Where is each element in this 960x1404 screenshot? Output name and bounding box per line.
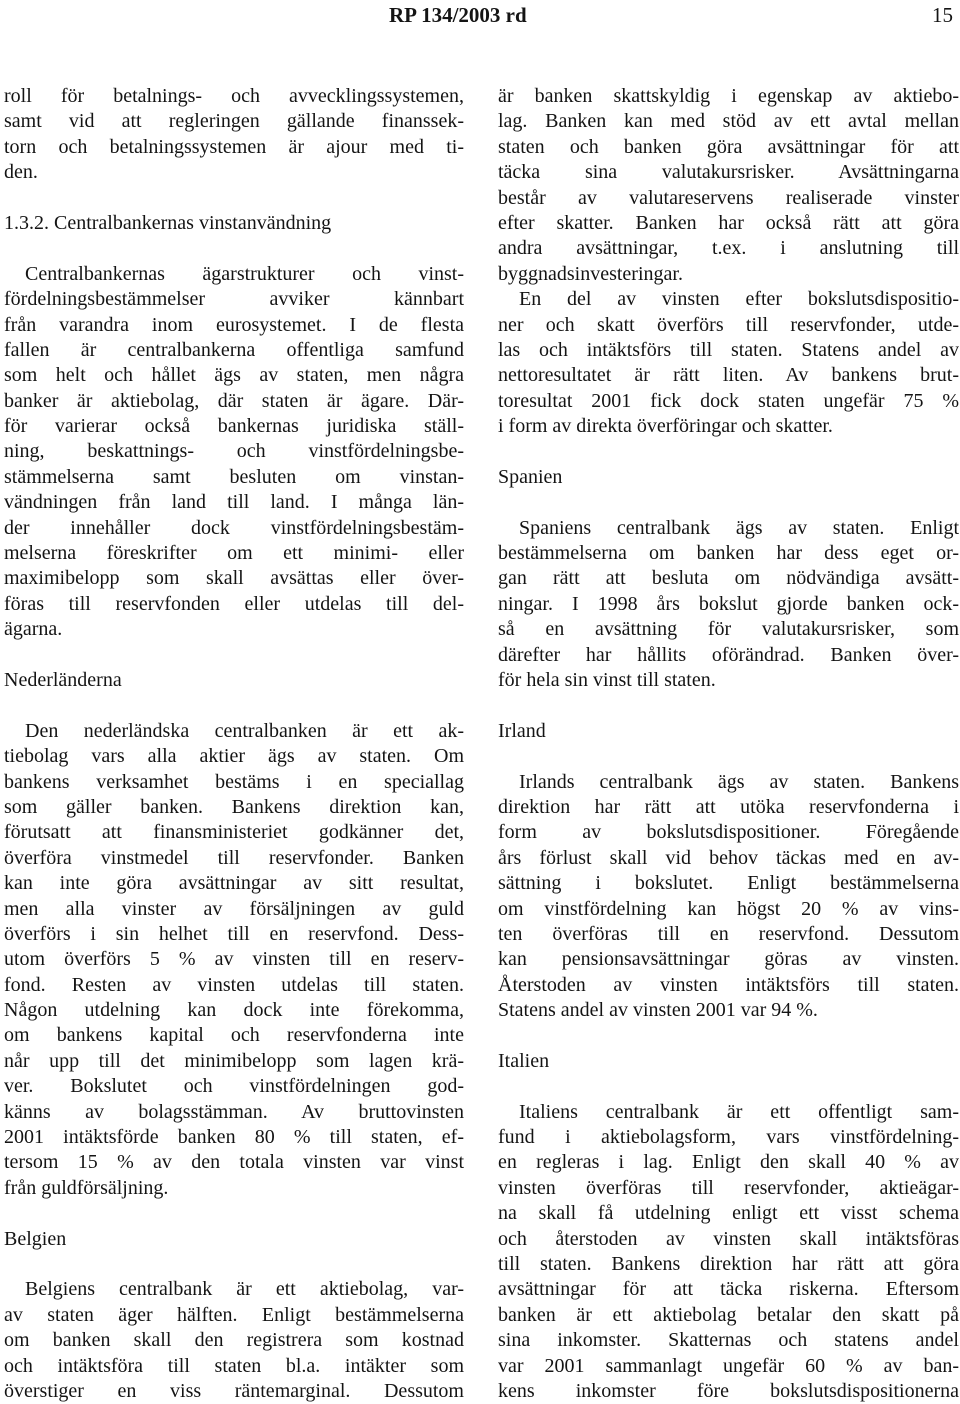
text-line: ägarna. [4,618,63,641]
text-line: maximibelopp som skall avsättas eller över- [4,567,464,590]
text-line: därefter har hållits oförändrad. Banken över- [498,643,959,666]
text-line: bestämmelserna om banken har dess eget or- [498,542,959,565]
paragraph-gap [498,693,959,718]
text-line: torn och betalningssystemen är ajour med ti- [4,135,464,158]
text-line: för varierar också bankernas juridiska ställ- [4,415,464,438]
text-line: Centralbankernas ägarstrukturer och vinst- [25,262,464,285]
text-line: melserna föreskrifter om ett minimi- eller [4,542,464,565]
section-heading: Italien [498,1049,550,1072]
text-line: ner och skatt överförs till reservfonder, utde- [498,313,959,336]
text-line: överföra vinstmedel till reservfonder. Banken [4,846,464,869]
text-line: Statens andel av vinsten 2001 var 94 %. [498,999,818,1022]
text-line: fördelningsbestämmelser avviker kännbart [4,288,464,311]
document-reference: RP 134/2003 rd [389,3,527,27]
text-line: från guldförsäljning. [4,1176,169,1199]
paragraph [498,1100,959,1404]
text-line: Belgiens centralbank är ett aktiebolag, var- [25,1278,464,1301]
text-line: från varandra inom eurosystemet. I de flesta [4,313,464,336]
text-line: en regleras i lag. Enligt den skall 40 % av [498,1151,959,1174]
paragraph-gap [498,439,959,464]
text-line: kan pensionsavsättningar göras av vinsten. [498,948,959,971]
paragraph-gap [4,1252,464,1277]
page-number: 15 [932,3,953,27]
text-line: består av valutareservens realiserade vinster [498,186,959,209]
text-line: är banken skattskyldig i egenskap av aktiebo- [498,85,959,107]
text-line: om banken skall den registrera som kostnad [4,1329,464,1352]
text-line: efter skatter. Banken har också rätt att göra [498,211,959,234]
text-line: täcka sina valutakursrisker. Avsättningarna [498,161,959,184]
text-line: var 2001 sammanlagt ungefär 60 % av ban- [498,1354,959,1377]
text-line: som helt och hållet ägs av staten, men några [4,364,464,387]
paragraph [498,84,959,287]
paragraph [498,287,959,439]
text-line: nettoresultatet är rätt liten. Av bankens brut- [498,364,959,387]
paragraph [4,84,464,186]
text-line: las och intäktsförs till staten. Statens andel av [498,338,959,361]
left-column [4,84,464,1404]
text-line: En del av vinsten efter bokslutsdispositio- [519,288,959,311]
paragraph-gap [498,1023,959,1048]
paragraph [4,262,464,643]
text-line: ning, beskattnings- och vinstfördelningsbe- [4,440,464,463]
text-line: Den nederländska centralbanken är ett ak- [25,719,464,742]
text-line: men alla vinster av försäljningen av guld [4,897,464,920]
text-line: andra avsättningar, t.ex. i anslutning till [498,237,959,260]
section-heading: 1.3.2. Centralbankernas vinstanvändning [4,211,332,234]
text-line: känns av bolagsstämman. Av bruttovinsten [4,1100,464,1123]
text-line: Irlands centralbank ägs av staten. Bankens [519,770,959,793]
text-line: och återstoden av vinsten skall intäktsföras [498,1227,959,1250]
paragraph [4,1277,464,1404]
paragraph-gap [4,1201,464,1226]
text-line: roll för betalnings- och avvecklingssystemen, [4,85,464,107]
text-line: fond. Resten av vinsten utdelas till staten. [4,973,464,996]
text-line: lag. Banken kan med stöd av ett avtal mellan [498,110,959,133]
text-line: om bankens kapital och reservfonderna inte [4,1024,464,1047]
text-line: utom överförs 5 % av vinsten till en reserv- [4,948,464,971]
text-line: byggnadsinvesteringar. [498,262,683,285]
paragraph [4,719,464,1201]
text-line: överförs i sin helhet till en reservfond. Dess- [4,922,464,945]
text-line: gan rätt att besluta om nödvändiga avsätt- [498,567,959,590]
text-line: bankens verksamhet bestäms i en speciallag [4,770,464,793]
text-line: vändningen från land till land. I många län- [4,491,464,514]
text-line: ver. Bokslutet och vinstfördelningen god- [4,1075,464,1098]
text-line: Spaniens centralbank ägs av staten. Enligt [519,516,959,539]
paragraph-gap [498,1074,959,1099]
text-line: direktion har rätt att utöka reservfonderna i [498,795,959,818]
text-line: av staten äger hälften. Enligt bestämmelserna [4,1303,464,1326]
text-line: vinsten överföras till reservfonder, aktieägar- [498,1176,959,1199]
text-line: der innehåller dock vinstfördelningsbestäm- [4,516,464,539]
text-line: Någon utdelning kan dock inte förekomma, [4,999,464,1022]
text-line: för hela sin vinst till staten. [498,668,716,691]
text-line: års förlust skall vid behov täckas med en av- [498,846,959,869]
text-line: samt vid att regleringen gällande finanssek- [4,110,464,133]
text-line: avsättningar för att täcka riskerna. Eftersom [498,1278,959,1301]
text-line: och intäktsföra till staten bl.a. intäkter som [4,1354,464,1377]
paragraph [498,516,959,694]
text-line: sina inkomster. Skatternas och statens andel [498,1329,959,1352]
paragraph-gap [498,744,959,769]
text-line: fund i aktiebolagsform, vars vinstfördelning- [498,1126,959,1149]
text-line: föras till reservfonden eller utdelas till del- [4,592,464,615]
paragraph-gap [4,236,464,261]
text-line: överstiger en viss räntemarginal. Dessutom [4,1379,464,1402]
text-line: om vinstfördelning kan högst 20 % av vins- [498,897,959,920]
text-line: staten och banken göra avsättningar för att [498,135,959,158]
paragraph-gap [4,186,464,211]
text-line: Italiens centralbank är ett offentligt sam- [519,1100,959,1123]
text-line: form av bokslutsdispositioner. Föregående [498,821,959,844]
text-line: kan inte göra avsättningar av sitt resultat, [4,872,464,895]
text-line: banken är ett aktiebolag betalar den skatt på [498,1303,959,1326]
paragraph-gap [498,490,959,515]
section-heading: Spanien [498,465,563,488]
text-line: na skall få utdelning enligt ett visst schema [498,1202,959,1225]
text-line: Återstoden av vinsten intäktsförs till staten. [498,973,959,996]
text-line: förutsatt att finansministeriet godkänner det, [4,821,464,844]
text-line: kens inkomster före bokslutsdispositionerna [498,1379,959,1402]
text-line: så en avsättning för valutakursrisker, som [498,618,959,641]
text-line: banker är aktiebolag, där staten är ägare. Där- [4,389,464,412]
section-heading: Belgien [4,1227,67,1250]
text-line: ten överföras till en reservfond. Dessutom [498,922,959,945]
text-line: toresultat 2001 fick dock staten ungefär 75 % [498,389,959,412]
text-line: till staten. Bankens direktion har rätt att göra [498,1252,959,1275]
section-heading: Nederländerna [4,668,122,691]
text-line: i form av direkta överföringar och skatter. [498,415,833,438]
text-line: når upp till det minimibelopp som lagen krä- [4,1049,464,1072]
running-header [0,0,960,36]
text-line: tiebolag vars alla aktier ägs av staten. Om [4,745,464,768]
right-column [498,84,959,1404]
text-line: den. [4,161,38,184]
section-heading: Irland [498,719,546,742]
text-line: sättning i bokslutet. Enligt bestämmelserna [498,872,959,895]
paragraph-gap [4,693,464,718]
text-line: som gäller banken. Bankens direktion kan, [4,795,464,818]
text-line: 2001 intäktsförde banken 80 % till staten, ef- [4,1126,464,1149]
text-line: stämmelserna samt besluten om vinstan- [4,465,464,488]
text-line: ningar. I 1998 års bokslut gjorde banken ock- [498,592,959,615]
text-line: tersom 15 % av den totala vinsten var vinst [4,1151,464,1174]
text-line: fallen är centralbankerna offentliga samfund [4,338,464,361]
paragraph-gap [4,643,464,668]
paragraph [498,770,959,1024]
